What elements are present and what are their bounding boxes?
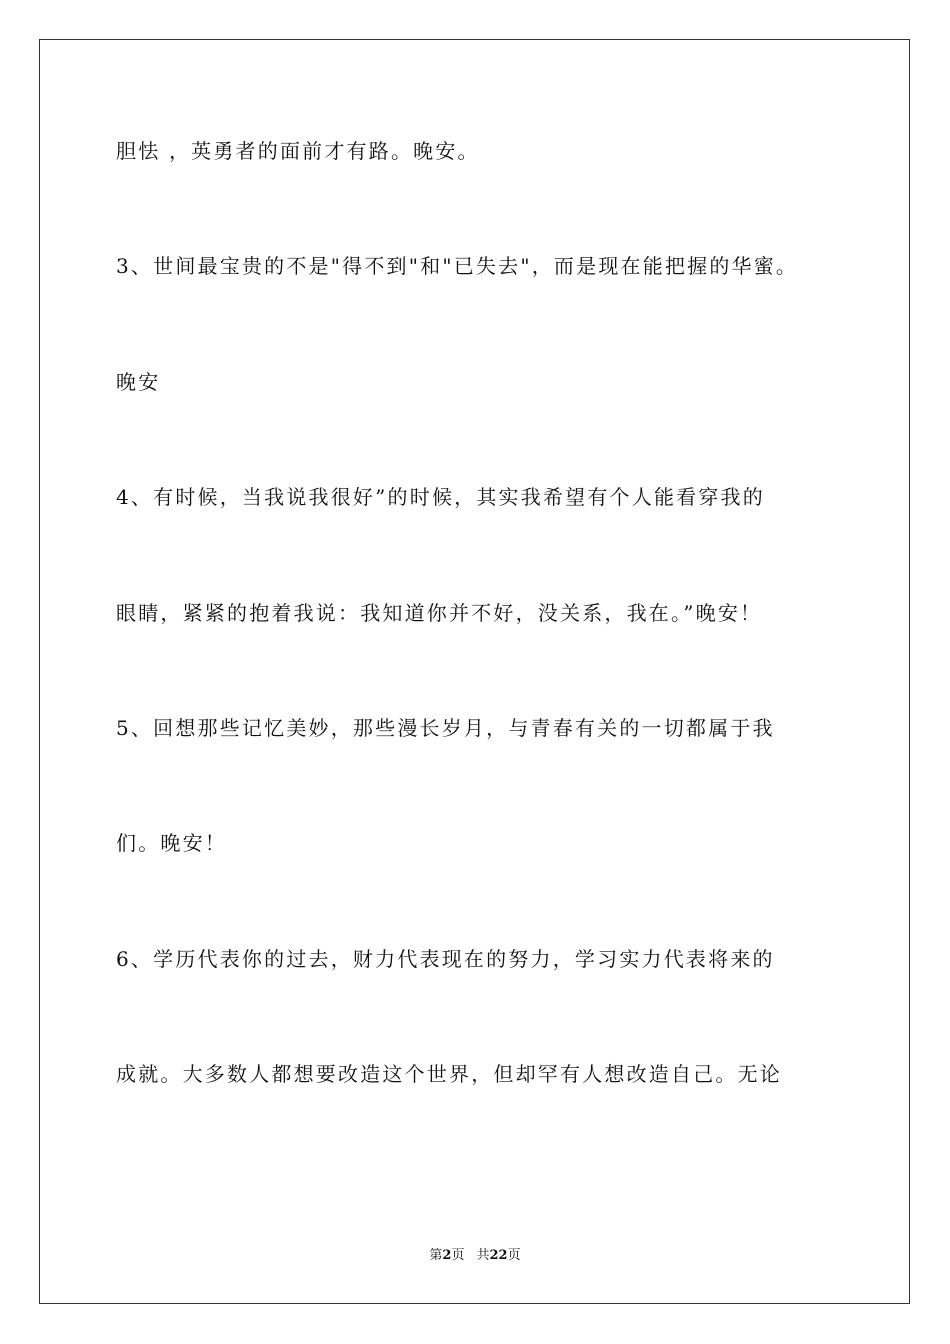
text-line: 胆怯 ，英勇者的面前才有路。晚安。 <box>116 139 480 163</box>
text-line: 晚安 <box>116 369 161 394</box>
text-line: 们。晚安！ <box>116 831 227 856</box>
text-line: 成就。大多数人都想要改造这个世界，但却罕有人想改造自己。无论 <box>116 1062 782 1087</box>
text-line: 4、有时候，当我说我很好”的时候，其实我希望有个人能看穿我的 <box>116 485 765 510</box>
text-line: 5、回想那些记忆美妙，那些漫长岁月，与青春有关的一切都属于我 <box>116 715 775 740</box>
page-unit: 页 <box>451 1248 465 1263</box>
page-total: 22 <box>489 1248 508 1263</box>
document-body <box>116 131 846 1170</box>
text-line: 3、世间最宝贵的不是"得不到"和"已失去"，而是现在能把握的华蜜。 <box>116 254 799 279</box>
total-prefix: 共 <box>476 1248 490 1263</box>
text-line: 6、学历代表你的过去，财力代表现在的努力，学习实力代表将来的 <box>116 946 775 971</box>
page-footer <box>0 1247 950 1265</box>
text-line: 眼睛，紧紧的抱着我说：我知道你并不好，没关系，我在。”晚安！ <box>116 600 763 625</box>
page-current: 2 <box>442 1248 452 1263</box>
total-unit: 页 <box>507 1248 521 1263</box>
page-prefix: 第 <box>429 1248 443 1263</box>
